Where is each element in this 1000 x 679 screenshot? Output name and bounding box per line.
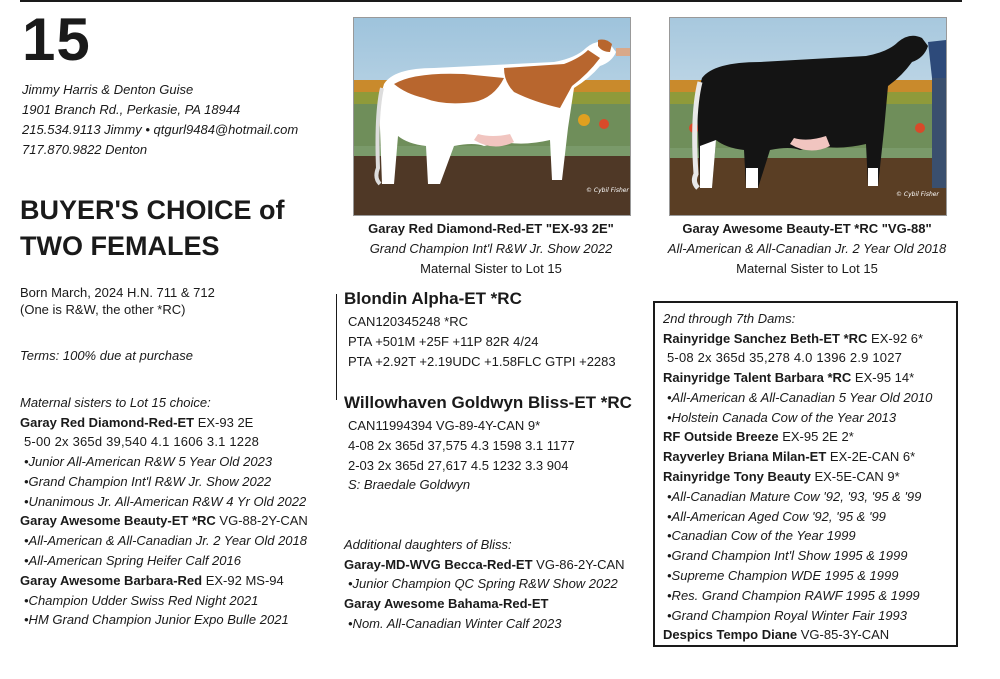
consignor-phone-denton: 717.870.9822 Denton — [22, 142, 148, 157]
honor-item: •Supreme Champion WDE 1995 & 1999 — [667, 568, 899, 584]
animal-entry — [663, 427, 932, 447]
honor-item: •Res. Grand Champion RAWF 1995 & 1999 — [667, 587, 920, 603]
caption-honor: Grand Champion Int'l R&W Jr. Show 2022 — [369, 241, 613, 256]
animal-classification: EX-92 6* — [867, 330, 924, 346]
honor-item: •Canadian Cow of the Year 1999 — [667, 528, 856, 544]
animal-name: Garay Awesome Beauty-ET *RC — [20, 513, 216, 529]
animal-name: Garay Red Diamond-Red-ET — [20, 414, 195, 430]
maternal-sisters — [20, 393, 308, 630]
dam-details — [344, 416, 632, 495]
title-line-2: TWO FEMALES — [20, 231, 220, 261]
animal-name: Rainyridge Talent Barbara *RC — [663, 370, 852, 386]
birth-info — [20, 284, 215, 318]
honor-item: •All-American & All-Canadian Jr. 2 Year Old 2018 — [24, 533, 307, 549]
animal-classification: EX-2E-CAN 6* — [826, 449, 916, 465]
consignor-phone-email: 215.534.9113 Jimmy • qtgurl9484@hotmail.com — [22, 122, 299, 137]
bliss-list — [344, 555, 625, 634]
animal-name: Garay Awesome Barbara-Red — [20, 572, 203, 588]
pedigree-detail: PTA +2.92T +2.19UDC +1.58FLC GTPI +2283 — [348, 353, 616, 369]
honor-item: •Grand Champion Int'l R&W Jr. Show 2022 — [24, 473, 272, 489]
photo-awesome-beauty — [669, 17, 947, 216]
honor-item: •Junior Champion QC Spring R&W Show 2022 — [348, 576, 618, 592]
sire-details — [344, 312, 616, 371]
born-line: Born March, 2024 H.N. 711 & 712 — [20, 285, 215, 300]
honor-item: •Nom. All-Canadian Winter Calf 2023 — [348, 615, 562, 631]
honor-item: •All-Canadian Mature Cow '92, '93, '95 & '99 — [667, 488, 922, 504]
pedigree-detail: S: Braedale Goldwyn — [348, 477, 471, 493]
sire-name: Blondin Alpha-ET *RC — [344, 289, 522, 308]
sire-block — [344, 289, 616, 371]
terms: Terms: 100% due at purchase — [20, 348, 193, 363]
animal-entry — [20, 413, 308, 433]
animal-entry — [344, 555, 625, 575]
pedigree-detail: PTA +501M +25F +11P 82R 4/24 — [348, 333, 539, 349]
honor-item: •All-American Aged Cow '92, '95 & '99 — [667, 508, 886, 524]
pedigree-detail: 2-03 2x 365d 27,617 4.5 1232 3.3 904 — [348, 457, 569, 473]
animal-name: Garay Awesome Bahama-Red-ET — [344, 596, 549, 612]
honor-item: •Grand Champion Int'l Show 1995 & 1999 — [667, 548, 908, 564]
caption-red-diamond — [328, 219, 654, 279]
caption-note: Maternal Sister to Lot 15 — [420, 261, 562, 276]
pedigree-detail: CAN11994394 VG-89-4Y-CAN 9* — [348, 418, 541, 433]
pedigree-detail: 4-08 2x 365d 37,575 4.3 1598 3.1 1177 — [348, 437, 575, 453]
dams-box — [653, 301, 958, 647]
animal-classification: VG-88-2Y-CAN — [215, 513, 308, 529]
animal-name: RF Outside Breeze — [663, 429, 779, 445]
animal-entry — [663, 447, 932, 467]
production-record: 5-00 2x 365d 39,540 4.1 1606 3.1 1228 — [24, 434, 260, 450]
photo-credit: © Cybil Fisher — [586, 187, 629, 194]
caption-note: Maternal Sister to Lot 15 — [736, 261, 878, 276]
bliss-daughters — [344, 535, 625, 634]
animal-entry — [663, 368, 932, 388]
honor-item: •All-American Spring Heifer Calf 2016 — [24, 553, 241, 569]
dams-list — [663, 329, 932, 646]
animal-classification: EX-93 2E — [194, 414, 254, 430]
maternal-list — [20, 413, 308, 631]
honor-item: •Junior All-American R&W 5 Year Old 2023 — [24, 454, 273, 470]
caption-awesome-beauty — [644, 219, 970, 279]
animal-classification: VG-86-2Y-CAN — [532, 556, 625, 572]
consignor-address: 1901 Branch Rd., Perkasie, PA 18944 — [22, 102, 241, 117]
animal-entry — [663, 467, 932, 487]
maternal-intro: Maternal sisters to Lot 15 choice: — [20, 395, 211, 410]
honor-item: •Unanimous Jr. All-American R&W 4 Yr Old 2022 — [24, 493, 307, 509]
photo-red-diamond — [353, 17, 631, 216]
animal-classification: EX-5E-CAN 9* — [810, 469, 900, 485]
bliss-intro: Additional daughters of Bliss: — [344, 537, 512, 552]
honor-item: •Holstein Canada Cow of the Year 2013 — [667, 409, 897, 425]
cow-photo-red-white — [354, 18, 630, 215]
animal-entry — [20, 511, 308, 531]
dam-block — [344, 393, 632, 495]
animal-entry — [663, 625, 932, 645]
consignor-names: Jimmy Harris & Denton Guise — [22, 82, 194, 97]
consignor-contact — [22, 80, 298, 160]
cow-photo-black-white — [670, 18, 946, 215]
caption-honor: All-American & All-Canadian Jr. 2 Year Old 2018 — [667, 241, 947, 256]
honor-item: •HM Grand Champion Junior Expo Bulle 2021 — [24, 612, 289, 628]
pedigree-detail: CAN120345248 *RC — [348, 314, 468, 329]
pedigree-bracket — [336, 294, 337, 400]
animal-name: Despics Tempo Diane — [663, 627, 798, 643]
caption-name: Garay Red Diamond-Red-ET "EX-93 2E" — [368, 221, 614, 236]
animal-name: Garay-MD-WVG Becca-Red-ET — [344, 556, 533, 572]
dams-intro: 2nd through 7th Dams: — [663, 311, 796, 326]
animal-entry — [20, 571, 308, 591]
honor-item: •Champion Udder Swiss Red Night 2021 — [24, 592, 259, 608]
production-record: 5-08 2x 365d 35,278 4.0 1396 2.9 1027 — [667, 350, 903, 366]
honor-item: •All-American & All-Canadian 5 Year Old 2010 — [667, 389, 933, 405]
title-line-1: BUYER'S CHOICE of — [20, 195, 285, 225]
lot-number: 15 — [22, 6, 91, 73]
animal-classification: VG-85-3Y-CAN — [797, 627, 890, 643]
animal-classification: EX-95 2E 2* — [778, 429, 854, 445]
top-rule — [20, 0, 962, 2]
animal-classification: EX-95 14* — [851, 370, 915, 386]
dam-name: Willowhaven Goldwyn Bliss-ET *RC — [344, 393, 632, 412]
photo-credit: © Cybil Fisher — [896, 191, 939, 198]
lot-title — [20, 192, 284, 264]
animal-name: Rainyridge Sanchez Beth-ET *RC — [663, 330, 868, 346]
animal-entry — [344, 594, 625, 614]
animal-name: Rainyridge Tony Beauty — [663, 469, 811, 485]
caption-name: Garay Awesome Beauty-ET *RC "VG-88" — [682, 221, 932, 236]
animal-name: Rayverley Briana Milan-ET — [663, 449, 827, 465]
born-note: (One is R&W, the other *RC) — [20, 302, 186, 317]
honor-item: •Grand Champion Royal Winter Fair 1993 — [667, 607, 907, 623]
animal-entry — [663, 329, 932, 349]
animal-classification: EX-92 MS-94 — [202, 572, 284, 588]
